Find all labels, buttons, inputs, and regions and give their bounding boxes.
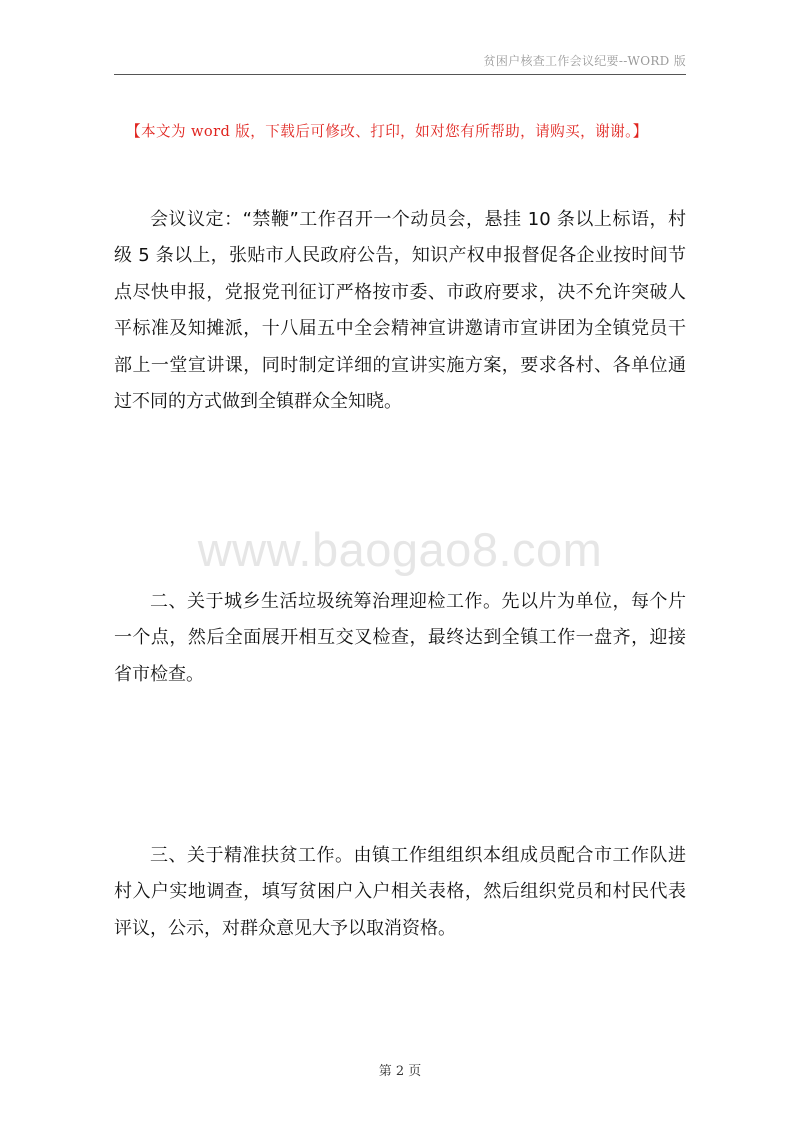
purchase-notice: 【本文为 word 版，下载后可修改、打印，如对您有所帮助，请购买，谢谢。】	[126, 123, 648, 140]
header-divider	[114, 74, 686, 75]
paragraph-poverty-alleviation: 三、关于精准扶贫工作。由镇工作组组织本组成员配合市工作队进村入户实地调查，填写贫困户入户相关表格，然后组织党员和村民代表评议，公示，对群众意见大予以取消资格。	[114, 845, 686, 939]
paragraph-meeting-decision: 会议议定：“禁鞭”工作召开一个动员会，悬挂 10 条以上标语，村级 5 条以上，张贴市人民政府公告，知识产权申报督促各企业按时间节点尽快申报，党报党刊征订严格按市委、市政府要求，决不允许突破人平标准及知摊派，十八届五中全会精神宣讲邀请市宣讲团为全镇党员干部上一堂宣讲课，同时制定详细的宣讲实施方案，要求各村、各单位通过不同的方式做到全镇群众全知晓。	[114, 209, 686, 413]
watermark-text: www.baogao8.com	[197, 523, 603, 576]
paragraph-garbage-management: 二、关于城乡生活垃圾统筹治理迎检工作。先以片为单位，每个片一个点，然后全面展开相互交叉检查，最终达到全镇工作一盘齐，迎接省市检查。	[114, 591, 686, 685]
running-header: 贫困户核查工作会议纪要--WORD 版	[483, 54, 686, 68]
page-number: 第 2 页	[378, 1064, 422, 1079]
